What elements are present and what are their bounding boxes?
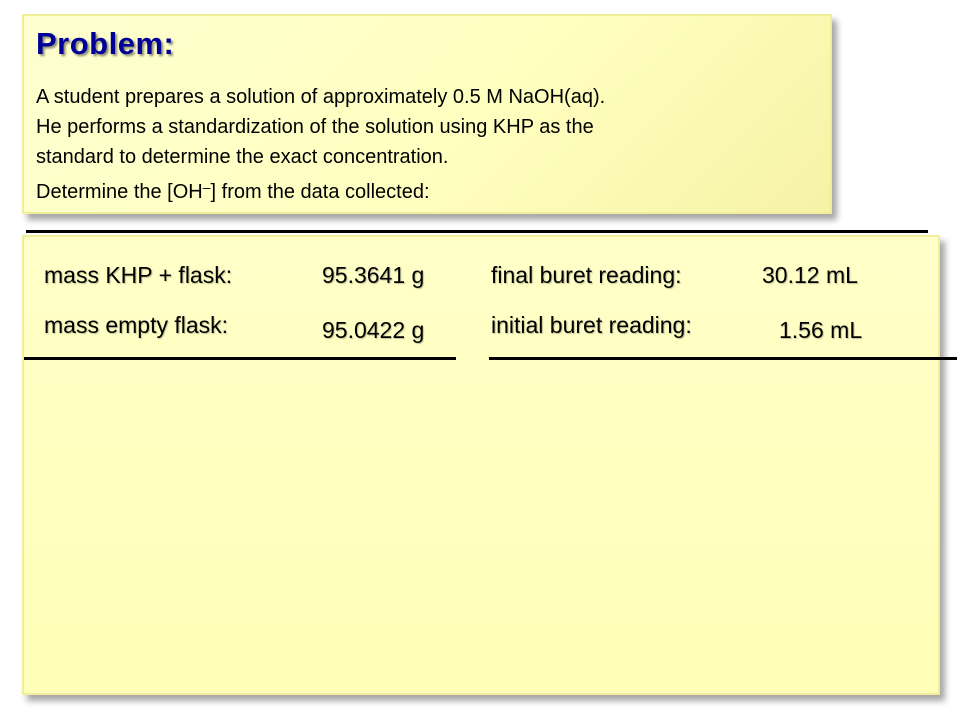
problem-line-1: A student prepares a solution of approximately 0.5 M NaOH(aq).	[36, 86, 606, 108]
problem-line-4-prefix: Determine the [OH	[36, 181, 203, 203]
final-buret-value: 30.12 mL	[762, 262, 858, 288]
initial-buret-label: initial buret reading:	[491, 312, 692, 338]
initial-buret-value: 1.56 mL	[779, 317, 863, 343]
problem-line-4-suffix: ] from the data collected:	[210, 181, 430, 203]
problem-title: Problem:	[36, 26, 175, 61]
data-panel	[22, 235, 940, 695]
problem-statement	[36, 82, 826, 207]
problem-line-4	[36, 172, 826, 207]
mass-empty-flask-label: mass empty flask:	[44, 312, 229, 338]
divider-right	[489, 357, 957, 360]
problem-line-2: He performs a standardization of the solution using KHP as the	[36, 116, 594, 138]
mass-empty-flask-value: 95.0422 g	[322, 317, 425, 343]
problem-panel	[22, 14, 832, 214]
problem-line-3: standard to determine the exact concentration.	[36, 146, 449, 168]
mass-khp-flask-value: 95.3641 g	[322, 262, 425, 288]
divider-left	[24, 357, 456, 360]
superscript-minus: –	[202, 179, 211, 195]
mass-khp-flask-label: mass KHP + flask:	[44, 262, 233, 288]
final-buret-label: final buret reading:	[491, 262, 682, 288]
divider-top	[26, 230, 928, 233]
